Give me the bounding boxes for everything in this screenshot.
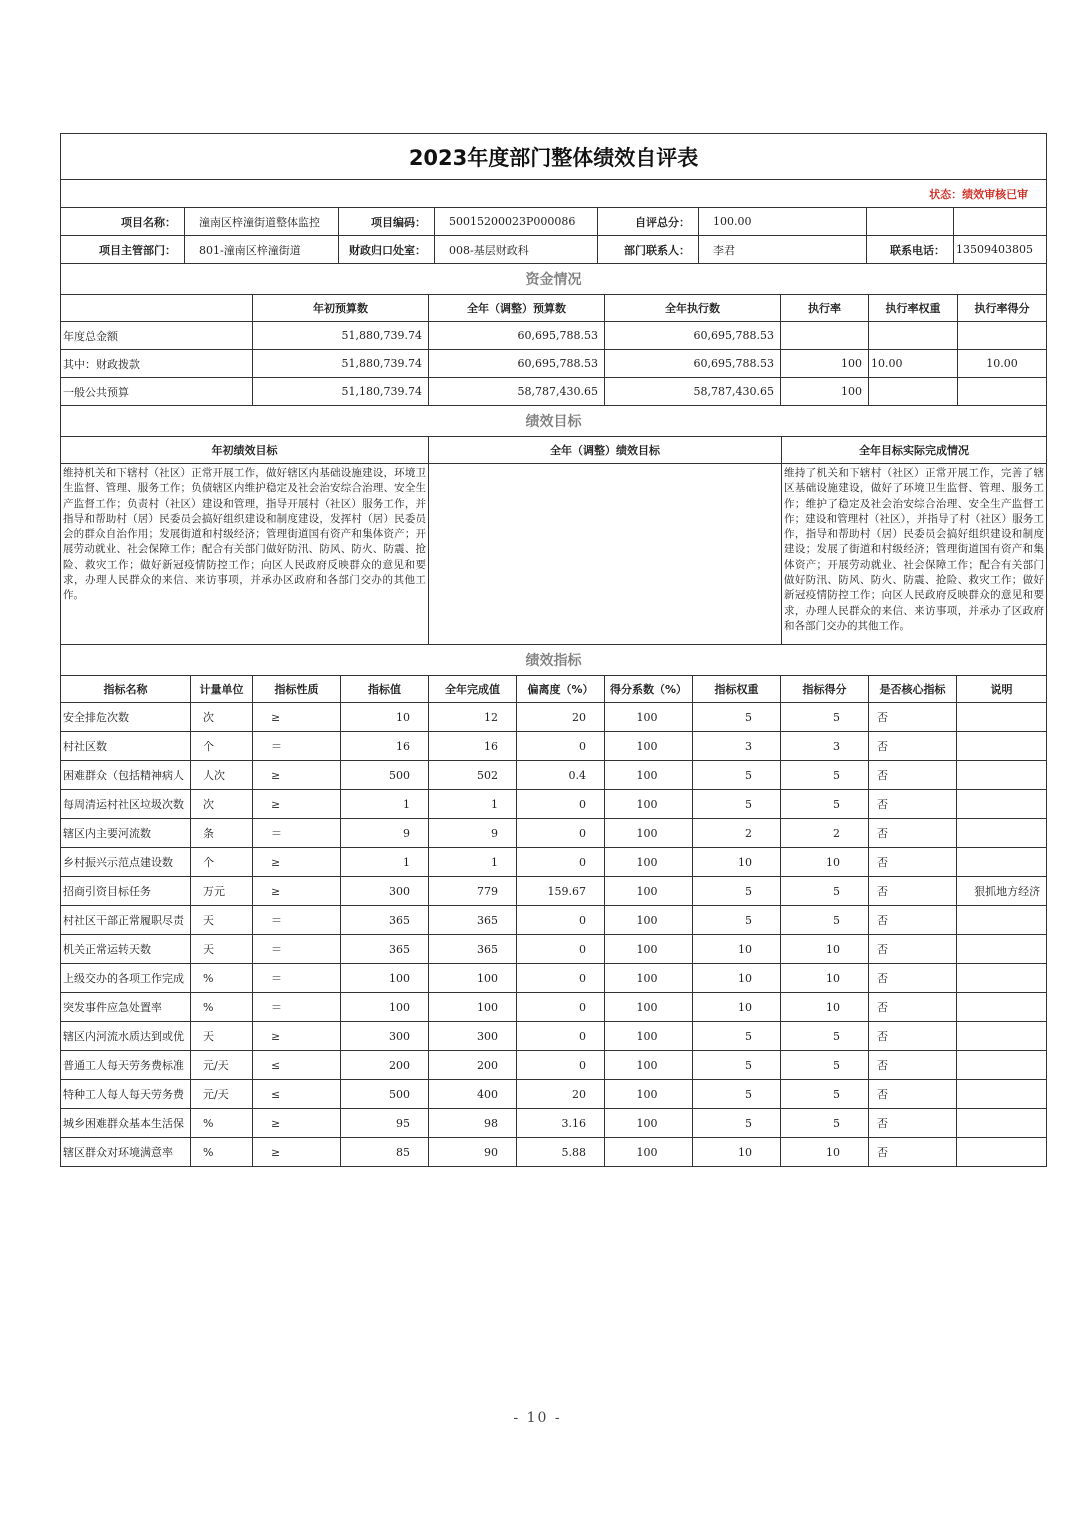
indicator-actual: 502 (429, 761, 517, 790)
indicator-target: 200 (341, 1051, 429, 1080)
indicator-unit: % (191, 1138, 253, 1167)
indicator-core: 否 (869, 993, 957, 1022)
indicator-weight: 5 (693, 703, 781, 732)
indicator-core: 否 (869, 964, 957, 993)
table-row (61, 993, 1047, 1022)
goals-header-adjusted: 全年（调整）绩效目标 (429, 437, 782, 464)
indicator-coefficient: 100 (605, 877, 693, 906)
indicator-note (957, 993, 1047, 1022)
indicator-actual: 9 (429, 819, 517, 848)
indicator-unit: 天 (191, 906, 253, 935)
indicator-name: 上级交办的各项工作完成 (61, 964, 191, 993)
table-row (61, 322, 1047, 350)
indicator-coefficient: 100 (605, 906, 693, 935)
status-badge: 状态：绩效审核已审 (61, 180, 1047, 208)
indicator-target: 300 (341, 1022, 429, 1051)
indicator-unit: 人次 (191, 761, 253, 790)
indicator-deviation: 0 (517, 1022, 605, 1051)
funds-section-title: 资金情况 (61, 264, 1047, 295)
indicator-core: 否 (869, 732, 957, 761)
indicator-note (957, 935, 1047, 964)
indicator-coefficient: 100 (605, 703, 693, 732)
indicator-actual: 100 (429, 964, 517, 993)
funds-header: 全年执行数 (605, 295, 781, 322)
indicator-unit: 个 (191, 848, 253, 877)
funds-header (61, 295, 253, 322)
indicator-note (957, 1080, 1047, 1109)
indicator-header: 得分系数（%） (605, 676, 693, 703)
table-row (61, 1080, 1047, 1109)
indicator-weight: 5 (693, 877, 781, 906)
indicator-deviation: 0 (517, 993, 605, 1022)
indicator-target: 95 (341, 1109, 429, 1138)
indicator-operator: ≥ (253, 761, 341, 790)
fund-adjusted: 60,695,788.53 (429, 350, 605, 378)
indicator-note (957, 1022, 1047, 1051)
indicator-note (957, 703, 1047, 732)
indicator-header: 指标性质 (253, 676, 341, 703)
indicators-body (61, 703, 1047, 1167)
indicator-core: 否 (869, 935, 957, 964)
indicator-actual: 16 (429, 732, 517, 761)
indicator-name: 招商引资目标任务 (61, 877, 191, 906)
empty-cell (867, 208, 954, 236)
indicator-weight: 3 (693, 732, 781, 761)
indicator-coefficient: 100 (605, 819, 693, 848)
table-row (61, 732, 1047, 761)
fund-name: 一般公共预算 (61, 378, 253, 406)
indicator-name: 辖区内主要河流数 (61, 819, 191, 848)
indicator-unit: 元/天 (191, 1080, 253, 1109)
indicator-actual: 12 (429, 703, 517, 732)
indicator-operator: ≥ (253, 877, 341, 906)
indicator-name: 辖区内河流水质达到或优 (61, 1022, 191, 1051)
evaluation-sheet (60, 133, 1046, 1167)
indicator-name: 突发事件应急处置率 (61, 993, 191, 1022)
indicator-operator: ＝ (253, 819, 341, 848)
table-row (61, 703, 1047, 732)
indicator-name: 城乡困难群众基本生活保 (61, 1109, 191, 1138)
indicator-operator: ＝ (253, 906, 341, 935)
indicator-weight: 10 (693, 993, 781, 1022)
funds-header: 执行率 (781, 295, 869, 322)
indicator-header: 指标得分 (781, 676, 869, 703)
indicators-section-title: 绩效指标 (61, 645, 1047, 676)
indicator-target: 100 (341, 993, 429, 1022)
indicator-actual: 1 (429, 790, 517, 819)
indicator-coefficient: 100 (605, 935, 693, 964)
indicator-target: 100 (341, 964, 429, 993)
indicator-score: 5 (781, 761, 869, 790)
fund-weight (869, 322, 958, 350)
funds-header-row (61, 295, 1047, 322)
funds-header: 年初预算数 (253, 295, 429, 322)
indicator-weight: 10 (693, 848, 781, 877)
indicator-score: 3 (781, 732, 869, 761)
funds-header: 全年（调整）预算数 (429, 295, 605, 322)
indicator-target: 365 (341, 906, 429, 935)
header-table (60, 133, 1047, 264)
indicator-note (957, 906, 1047, 935)
indicator-deviation: 0 (517, 732, 605, 761)
fund-executed: 60,695,788.53 (605, 350, 781, 378)
indicator-core: 否 (869, 790, 957, 819)
indicator-deviation: 159.67 (517, 877, 605, 906)
score-value: 100.00 (699, 208, 867, 236)
fund-rate: 100 (781, 350, 869, 378)
indicator-unit: 次 (191, 703, 253, 732)
indicator-header: 偏离度（%） (517, 676, 605, 703)
indicator-weight: 5 (693, 1080, 781, 1109)
indicator-coefficient: 100 (605, 1022, 693, 1051)
page-title: 2023年度部门整体绩效自评表 (61, 134, 1047, 180)
indicator-coefficient: 100 (605, 1138, 693, 1167)
indicator-unit: % (191, 993, 253, 1022)
indicator-unit: 天 (191, 935, 253, 964)
info-row-1 (61, 208, 1047, 236)
indicator-coefficient: 100 (605, 732, 693, 761)
indicator-unit: 天 (191, 1022, 253, 1051)
indicator-operator: ≥ (253, 1109, 341, 1138)
contact-value: 李君 (699, 236, 867, 264)
fund-score (958, 378, 1047, 406)
indicator-coefficient: 100 (605, 790, 693, 819)
funds-header: 执行率权重 (869, 295, 958, 322)
indicator-core: 否 (869, 877, 957, 906)
table-row (61, 761, 1047, 790)
indicator-coefficient: 100 (605, 1051, 693, 1080)
indicator-unit: 次 (191, 790, 253, 819)
score-label: 自评总分： (598, 208, 699, 236)
indicator-name: 普通工人每天劳务费标准 (61, 1051, 191, 1080)
indicator-score: 5 (781, 1022, 869, 1051)
indicator-weight: 10 (693, 964, 781, 993)
fund-name: 其中：财政拨款 (61, 350, 253, 378)
indicator-header: 指标值 (341, 676, 429, 703)
finance-value: 008-基层财政科 (435, 236, 598, 264)
indicator-note (957, 732, 1047, 761)
indicator-coefficient: 100 (605, 761, 693, 790)
indicator-note (957, 819, 1047, 848)
fund-rate: 100 (781, 378, 869, 406)
indicator-deviation: 0 (517, 964, 605, 993)
indicator-operator: ＝ (253, 732, 341, 761)
indicator-unit: % (191, 964, 253, 993)
indicator-header: 指标名称 (61, 676, 191, 703)
indicator-deviation: 0 (517, 935, 605, 964)
indicator-operator: ≥ (253, 790, 341, 819)
indicator-actual: 400 (429, 1080, 517, 1109)
indicator-actual: 100 (429, 993, 517, 1022)
empty-cell (954, 208, 1047, 236)
fund-adjusted: 58,787,430.65 (429, 378, 605, 406)
indicator-weight: 5 (693, 1109, 781, 1138)
indicator-note (957, 964, 1047, 993)
table-row (61, 906, 1047, 935)
indicator-score: 5 (781, 906, 869, 935)
indicator-score: 2 (781, 819, 869, 848)
indicator-target: 1 (341, 848, 429, 877)
fund-weight (869, 378, 958, 406)
table-row (61, 1051, 1047, 1080)
indicator-score: 5 (781, 877, 869, 906)
indicator-operator: ≤ (253, 1051, 341, 1080)
indicator-name: 乡村振兴示范点建设数 (61, 848, 191, 877)
table-row (61, 935, 1047, 964)
indicator-coefficient: 100 (605, 993, 693, 1022)
indicator-deviation: 3.16 (517, 1109, 605, 1138)
indicator-score: 5 (781, 790, 869, 819)
indicator-header: 全年完成值 (429, 676, 517, 703)
goals-header-actual: 全年目标实际完成情况 (782, 437, 1047, 464)
funds-header: 执行率得分 (958, 295, 1047, 322)
indicators-table (60, 644, 1047, 1167)
indicator-note (957, 1051, 1047, 1080)
indicator-target: 300 (341, 877, 429, 906)
table-row (61, 964, 1047, 993)
goal-adjusted-text (429, 464, 782, 645)
indicator-actual: 365 (429, 935, 517, 964)
project-code-value: 50015200023P000086 (435, 208, 598, 236)
indicator-name: 村社区数 (61, 732, 191, 761)
indicator-weight: 10 (693, 1138, 781, 1167)
indicator-target: 16 (341, 732, 429, 761)
indicator-coefficient: 100 (605, 1109, 693, 1138)
indicator-actual: 1 (429, 848, 517, 877)
indicator-target: 365 (341, 935, 429, 964)
indicator-weight: 5 (693, 790, 781, 819)
indicator-weight: 5 (693, 1051, 781, 1080)
table-row (61, 1138, 1047, 1167)
indicator-deviation: 0 (517, 819, 605, 848)
indicator-target: 500 (341, 761, 429, 790)
indicator-score: 5 (781, 1051, 869, 1080)
fund-rate (781, 322, 869, 350)
indicator-header: 指标权重 (693, 676, 781, 703)
indicator-note (957, 1138, 1047, 1167)
indicator-weight: 10 (693, 935, 781, 964)
table-row (61, 1109, 1047, 1138)
indicator-target: 85 (341, 1138, 429, 1167)
indicator-score: 5 (781, 1109, 869, 1138)
indicator-coefficient: 100 (605, 964, 693, 993)
indicator-weight: 2 (693, 819, 781, 848)
indicator-note: 狠抓地方经济 (957, 877, 1047, 906)
indicators-header-row (61, 676, 1047, 703)
indicator-target: 9 (341, 819, 429, 848)
indicator-header: 是否核心指标 (869, 676, 957, 703)
indicator-actual: 300 (429, 1022, 517, 1051)
table-row (61, 877, 1047, 906)
table-row (61, 378, 1047, 406)
goals-section-title: 绩效目标 (61, 406, 1047, 437)
indicator-score: 5 (781, 1080, 869, 1109)
indicator-operator: ≥ (253, 1022, 341, 1051)
phone-value: 13509403805 (954, 236, 1047, 264)
indicator-coefficient: 100 (605, 848, 693, 877)
fund-executed: 60,695,788.53 (605, 322, 781, 350)
indicator-name: 每周清运村社区垃圾次数 (61, 790, 191, 819)
indicator-score: 10 (781, 848, 869, 877)
dept-value: 801-潼南区梓潼街道 (185, 236, 339, 264)
indicator-note (957, 790, 1047, 819)
page-number: - 10 - (513, 1410, 562, 1426)
indicator-deviation: 0 (517, 906, 605, 935)
indicator-unit: 万元 (191, 877, 253, 906)
indicator-name: 特种工人每人每天劳务费 (61, 1080, 191, 1109)
indicator-actual: 200 (429, 1051, 517, 1080)
indicator-deviation: 0 (517, 848, 605, 877)
indicator-core: 否 (869, 1080, 957, 1109)
indicator-name: 机关正常运转天数 (61, 935, 191, 964)
table-row (61, 819, 1047, 848)
goal-actual-text: 维持了机关和下辖村（社区）正常开展工作，完善了辖区基础设施建设，做好了环境卫生监督、管理、服务工作；维护了稳定及社会治安综合治理、安全生产监督工作；建设和管理村（社区），并指导了村（社区）服务工作，指导和帮助村（居）民委员会搞好组织建设和制度建设；发展了街道和村级经济；管理街道国有资产和集体资产；开展劳动就业、社会保障工作；配合有关部门做好防汛、防风、防火、防震、抢险、救灾工作；做好新冠疫情防控工作；向区人民政府反映群众的意见和要求，办理人民群众的来信、来访事项，并承办了区政府和各部门交办的其他工作。 (782, 464, 1047, 645)
indicator-operator: ＝ (253, 964, 341, 993)
funds-table (60, 263, 1047, 406)
indicator-coefficient: 100 (605, 1080, 693, 1109)
indicator-name: 安全排危次数 (61, 703, 191, 732)
indicator-actual: 779 (429, 877, 517, 906)
info-row-2 (61, 236, 1047, 264)
indicator-operator: ＝ (253, 993, 341, 1022)
indicator-score: 5 (781, 703, 869, 732)
indicator-weight: 5 (693, 906, 781, 935)
indicator-actual: 365 (429, 906, 517, 935)
indicator-operator: ≤ (253, 1080, 341, 1109)
indicator-deviation: 20 (517, 1080, 605, 1109)
indicator-core: 否 (869, 1051, 957, 1080)
indicator-note (957, 848, 1047, 877)
indicator-header: 计量单位 (191, 676, 253, 703)
indicator-deviation: 0 (517, 1051, 605, 1080)
indicator-operator: ≥ (253, 703, 341, 732)
indicator-actual: 98 (429, 1109, 517, 1138)
indicator-unit: % (191, 1109, 253, 1138)
indicator-core: 否 (869, 819, 957, 848)
dept-label: 项目主管部门： (61, 236, 185, 264)
indicator-score: 10 (781, 993, 869, 1022)
table-row (61, 1022, 1047, 1051)
indicator-core: 否 (869, 906, 957, 935)
table-row (61, 350, 1047, 378)
project-name-value: 潼南区梓潼街道整体监控 (185, 208, 339, 236)
fund-score: 10.00 (958, 350, 1047, 378)
goals-header-initial: 年初绩效目标 (61, 437, 429, 464)
contact-label: 部门联系人： (598, 236, 699, 264)
indicator-core: 否 (869, 761, 957, 790)
fund-initial: 51,180,739.74 (253, 378, 429, 406)
indicator-deviation: 0 (517, 790, 605, 819)
indicator-core: 否 (869, 1109, 957, 1138)
project-name-label: 项目名称： (61, 208, 185, 236)
indicator-weight: 5 (693, 1022, 781, 1051)
indicator-deviation: 20 (517, 703, 605, 732)
goals-table (60, 405, 1047, 645)
indicator-core: 否 (869, 1138, 957, 1167)
indicator-actual: 90 (429, 1138, 517, 1167)
indicator-operator: ≥ (253, 848, 341, 877)
indicator-note (957, 1109, 1047, 1138)
indicator-score: 10 (781, 935, 869, 964)
table-row (61, 790, 1047, 819)
indicator-unit: 条 (191, 819, 253, 848)
indicator-name: 辖区群众对环境满意率 (61, 1138, 191, 1167)
indicator-core: 否 (869, 703, 957, 732)
phone-label: 联系电话： (867, 236, 954, 264)
project-code-label: 项目编码： (339, 208, 435, 236)
goal-initial-text: 维持机关和下辖村（社区）正常开展工作，做好辖区内基础设施建设，环境卫生监督、管理、服务工作；负债辖区内维护稳定及社会治安综合治理、安全生产监督工作；负责村（社区）建设和管理，指导开展村（社区）服务工作，并指导和帮助村（居）民委员会搞好组织建设和制度建设，发挥村（居）民委员会的群众自治作用；发展街道和村级经济；管理街道国有资产和集体资产；开展劳动就业、社会保障工作；配合有关部门做好防汛、防风、防火、防震、抢险、救灾工作；做好新冠疫情防控工作；向区人民政府反映群众的意见和要求，办理人民群众的来信、来访事项，并承办区政府和各部门交办的其他工作。 (61, 464, 429, 645)
indicator-name: 村社区干部正常履职尽责 (61, 906, 191, 935)
indicator-target: 1 (341, 790, 429, 819)
indicator-core: 否 (869, 848, 957, 877)
indicator-target: 10 (341, 703, 429, 732)
indicator-deviation: 5.88 (517, 1138, 605, 1167)
fund-adjusted: 60,695,788.53 (429, 322, 605, 350)
indicator-operator: ＝ (253, 935, 341, 964)
table-row (61, 848, 1047, 877)
indicator-target: 500 (341, 1080, 429, 1109)
indicator-header: 说明 (957, 676, 1047, 703)
fund-score (958, 322, 1047, 350)
indicator-note (957, 761, 1047, 790)
fund-initial: 51,880,739.74 (253, 322, 429, 350)
indicator-unit: 个 (191, 732, 253, 761)
indicator-score: 10 (781, 1138, 869, 1167)
indicator-weight: 5 (693, 761, 781, 790)
indicator-deviation: 0.4 (517, 761, 605, 790)
fund-initial: 51,880,739.74 (253, 350, 429, 378)
indicator-score: 10 (781, 964, 869, 993)
finance-label: 财政归口处室： (339, 236, 435, 264)
fund-executed: 58,787,430.65 (605, 378, 781, 406)
indicator-core: 否 (869, 1022, 957, 1051)
indicator-operator: ≥ (253, 1138, 341, 1167)
fund-weight: 10.00 (869, 350, 958, 378)
fund-name: 年度总金额 (61, 322, 253, 350)
indicator-name: 困难群众（包括精神病人 (61, 761, 191, 790)
indicator-unit: 元/天 (191, 1051, 253, 1080)
